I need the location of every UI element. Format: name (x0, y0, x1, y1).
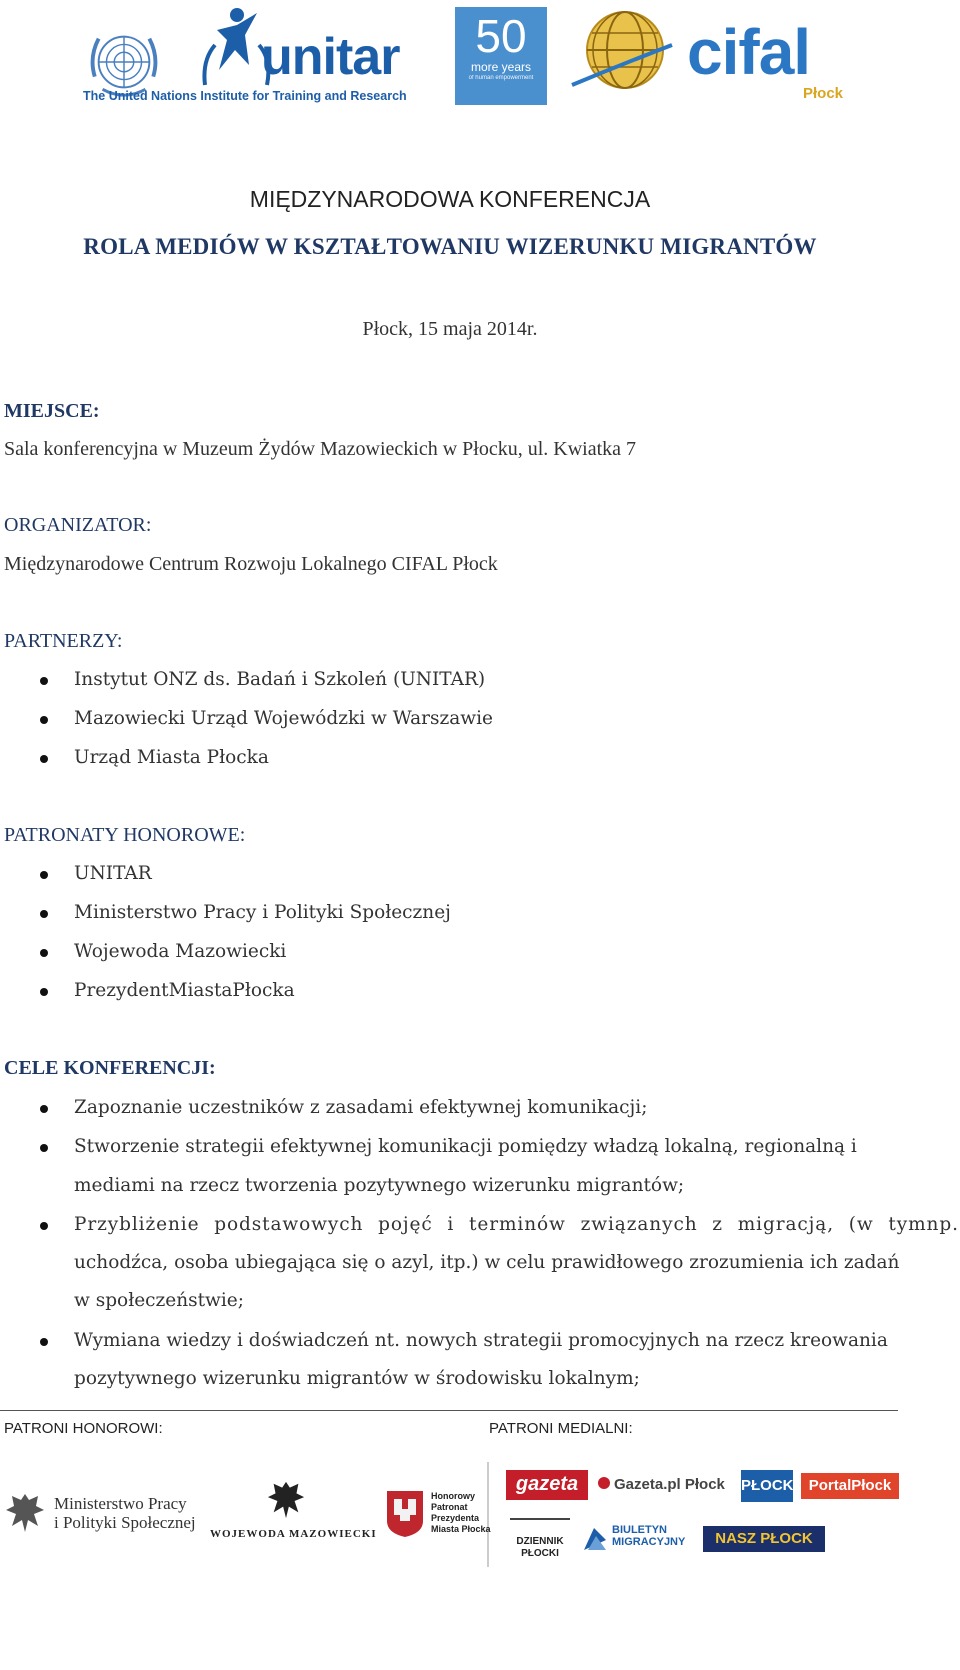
prezydent-logo (385, 1485, 491, 1545)
nasz-plock-logo: NASZ PŁOCK (703, 1526, 825, 1552)
hp-line4: Miasta Płocka (431, 1524, 491, 1534)
fifty-small: of human empowerment (468, 75, 534, 81)
bullet-icon (40, 1144, 48, 1152)
mpips-line1: Ministerstwo Pracy (54, 1494, 187, 1513)
organizer-text: Międzynarodowe Centrum Rozwoju Lokalnego CIFAL Płock (4, 553, 498, 575)
gazeta-pl-icon (598, 1477, 610, 1489)
bullet-icon (40, 988, 48, 996)
conference-type: MIĘDZYNARODOWA KONFERENCJA (249, 186, 651, 212)
city-crest-icon (385, 1487, 425, 1539)
eagle-icon (266, 1478, 306, 1522)
bullet-icon (40, 755, 48, 763)
mpips-line2: i Polityki Społecznej (54, 1513, 196, 1532)
list-item-continuation: w społeczeństwie; (74, 1290, 244, 1311)
header-logos (85, 5, 885, 110)
list-item-continuation: mediami na rzecz tworzenia pozytywnego wizerunku migrantów; (74, 1175, 685, 1196)
biuletyn-logo: BIULETYN MIGRACYJNY (582, 1524, 697, 1554)
bullet-icon (40, 910, 48, 918)
list-item-continuation: pozytywnego wizerunku migrantów w środowisku lokalnym; (74, 1368, 640, 1389)
bullet-icon (40, 1338, 48, 1346)
tygodnik-logo: PŁOCKI (741, 1470, 793, 1502)
eagle-icon (4, 1490, 46, 1536)
patronages-label: PATRONATY HONOROWE: (4, 824, 246, 846)
gazeta-logo: gazeta (506, 1470, 588, 1500)
cifal-globe-icon (570, 5, 675, 100)
goals-label: CELE KONFERENCJI: (4, 1057, 216, 1079)
fifty-years-badge (455, 7, 547, 105)
bullet-icon (40, 1105, 48, 1113)
media-patrons-label: PATRONI MEDIALNI: (489, 1420, 633, 1437)
biuletyn-icon (582, 1526, 608, 1552)
cifal-subtitle: Płock (803, 85, 844, 102)
cifal-wordmark: cifal (687, 16, 811, 88)
fifty-text: more years (470, 60, 532, 74)
venue-text: Sala konferencyjna w Muzeum Żydów Mazowieckich w Płocku, ul. Kwiatka 7 (4, 438, 637, 460)
bullet-icon (40, 677, 48, 685)
wojewoda-text: WOJEWODA MAZOWIECKI (210, 1528, 377, 1540)
bullet-icon (40, 1222, 48, 1230)
conference-title: ROLA MEDIÓW W KSZTAŁTOWANIU WIZERUNKU MIGRANTÓW (83, 234, 817, 259)
partners-label: PARTNERZY: (4, 630, 123, 652)
honorary-patrons-label: PATRONI HONOROWI: (4, 1420, 163, 1437)
fifty-number: 50 (475, 10, 527, 62)
hp-line1: Honorowy (431, 1491, 475, 1501)
gazeta-pl-logo: Gazeta.pl Płock (598, 1476, 733, 1498)
mpips-logo (4, 1488, 204, 1538)
unitar-wordmark: unitar (261, 28, 400, 86)
dziennik-logo: DZIENNIK PŁOCKI (510, 1518, 570, 1558)
bullet-icon (40, 871, 48, 879)
conference-date: Płock, 15 maja 2014r. (362, 318, 538, 340)
footer-divider (0, 1410, 898, 1411)
portal-plock-logo: PortalPłock (801, 1473, 899, 1499)
venue-label: MIEJSCE: (4, 400, 100, 422)
organizer-label: ORGANIZATOR: (4, 514, 152, 536)
hp-line3: Prezydenta (431, 1513, 480, 1523)
unitar-subtitle: The United Nations Institute for Training and Research (83, 89, 407, 103)
wojewoda-logo (210, 1478, 377, 1548)
bullet-icon (40, 716, 48, 724)
hp-line2: Patronat (431, 1502, 468, 1512)
list-item-continuation: uchodźca, osoba ubiegająca się o azyl, itp.) w celu prawidłowego zrozumienia ich zadań (74, 1252, 900, 1273)
bullet-icon (40, 949, 48, 957)
